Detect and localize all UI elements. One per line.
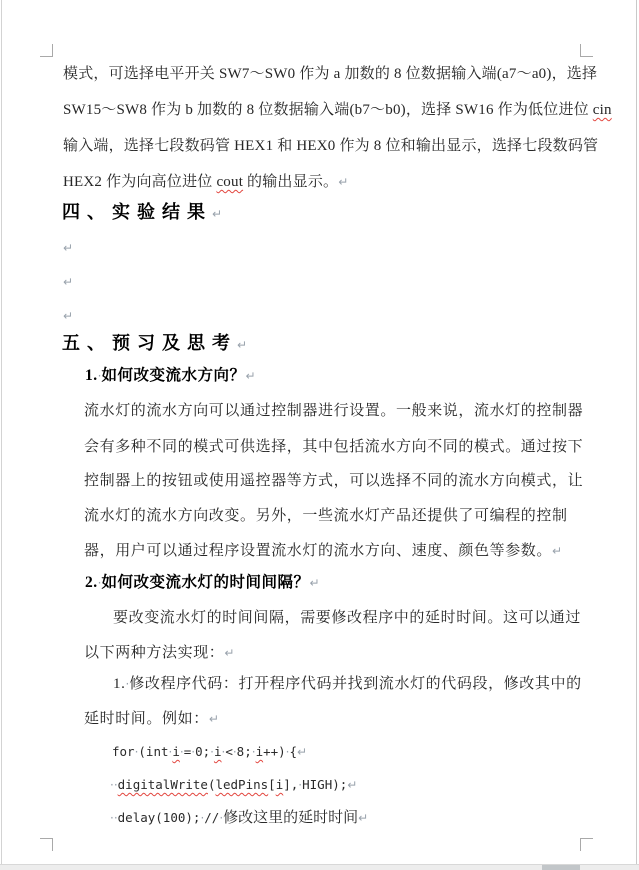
- paragraph-format-mark: ·: [168, 745, 173, 759]
- text-segment: ledPins: [215, 777, 269, 792]
- text-line-23: [110, 808, 368, 828]
- text-line-1: [63, 64, 597, 84]
- text-line-20: [84, 709, 219, 729]
- page-edge-left: [1, 0, 2, 864]
- text-segment: {: [289, 744, 298, 759]
- text-line-4: [63, 172, 348, 192]
- text-line-13: [84, 471, 583, 491]
- paragraph-format-mark: ↵: [224, 646, 235, 660]
- text-line-15: [84, 541, 562, 561]
- text-line-8: [63, 306, 73, 326]
- text-segment: 五、预习及思考: [62, 333, 237, 353]
- paragraph-format-mark: ↵: [309, 576, 320, 590]
- text-line-5: [62, 202, 222, 224]
- paragraph-format-mark: ·: [191, 745, 196, 759]
- paragraph-format-mark: ·: [232, 745, 237, 759]
- paragraph-format-mark: ·: [219, 811, 224, 825]
- paragraph-format-mark: ↵: [297, 745, 308, 759]
- text-segment: 0;: [195, 744, 211, 759]
- text-segment: digitalWrite: [117, 777, 208, 792]
- paragraph-format-mark: ·: [298, 778, 303, 792]
- paragraph-format-mark: ↵: [63, 241, 74, 255]
- paragraph-format-mark: ·: [210, 745, 214, 759]
- scrollbar-thumb[interactable]: [542, 865, 580, 870]
- text-segment: 如何改变流水灯的时间间隔？: [101, 574, 310, 591]
- paragraph-format-mark: ··: [110, 811, 118, 825]
- text-segment: for: [112, 744, 135, 759]
- window-bottom-strip: [0, 864, 639, 870]
- paragraph-format-mark: ··: [110, 778, 118, 792]
- text-segment: 控制器上的按钮或使用遥控器等方式，可以选择不同的流水方向模式，让: [84, 473, 584, 489]
- text-segment: i: [172, 744, 180, 759]
- text-segment: 四、实验结果: [62, 202, 212, 222]
- text-line-7: [63, 272, 73, 292]
- paragraph-format-mark: ·: [251, 745, 256, 759]
- text-segment: HEX2 作为向高位进位: [63, 174, 217, 190]
- margin-crop-mark-top-right-icon: [580, 44, 593, 57]
- text-segment: 2.: [85, 574, 98, 591]
- paragraph-format-mark: ·: [179, 745, 184, 759]
- margin-crop-mark-bottom-right-icon: [580, 838, 593, 851]
- text-line-17: [113, 608, 581, 628]
- paragraph-format-mark: ↵: [552, 544, 563, 558]
- paragraph-format-mark: ↵: [245, 369, 256, 383]
- text-line-22: [110, 775, 357, 795]
- paragraph-format-mark: ↵: [347, 778, 358, 792]
- text-segment: i: [255, 744, 264, 759]
- paragraph-format-mark: ↵: [358, 811, 369, 825]
- text-segment: //: [204, 810, 220, 825]
- text-segment: delay(100);: [117, 810, 201, 825]
- paragraph-format-mark: ·: [134, 745, 139, 759]
- text-line-11: [84, 401, 583, 421]
- text-segment: 模式，可选择电平开关 SW7～SW0 作为 a 加数的 8 位数据输入端(a7～a0)，选择: [63, 66, 598, 82]
- text-line-12: [84, 437, 583, 457]
- text-segment: 如何改变流水方向？: [101, 367, 246, 384]
- text-segment: 会有多种不同的模式可供选择，其中包括流水方向不同的模式。通过按下: [84, 439, 584, 455]
- text-line-10: [85, 366, 256, 386]
- text-segment: (: [207, 777, 216, 792]
- paragraph-format-mark: ·: [97, 576, 102, 590]
- text-segment: SW15～SW8 作为 b 加数的 8 位数据输入端(b7～b0)，选择 SW16 作为低位进位: [63, 102, 593, 118]
- text-segment: 延时时间。例如：: [84, 711, 209, 727]
- text-segment: i: [213, 744, 222, 759]
- paragraph-format-mark: ·: [285, 745, 290, 759]
- text-segment: 8;: [236, 744, 252, 759]
- text-segment: 修改程序代码：打开程序代码并找到流水灯的代码段，修改其中的: [129, 676, 582, 692]
- text-segment: i: [275, 777, 284, 792]
- text-segment: 的输出显示。: [243, 174, 339, 190]
- text-line-18: [84, 643, 234, 663]
- paragraph-format-mark: ↵: [212, 207, 223, 221]
- text-segment: 要改变流水灯的时间间隔，需要修改程序中的延时时间。这可以通过: [113, 610, 582, 626]
- text-line-3: [63, 136, 598, 156]
- page-edge-right: [636, 0, 637, 864]
- text-segment: ++): [263, 744, 286, 759]
- text-segment: 器，用户可以通过程序设置流水灯的流水方向、速度、颜色等参数。: [84, 543, 553, 559]
- text-segment: 流水灯的流水方向改变。另外，一些流水灯产品还提供了可编程的控制: [84, 508, 568, 524]
- text-segment: 1.: [85, 367, 98, 384]
- text-segment: ],: [283, 777, 299, 792]
- text-segment: <: [225, 744, 233, 759]
- paragraph-format-mark: ↵: [237, 338, 248, 352]
- text-segment: 1.: [113, 676, 126, 692]
- text-segment: 修改这里的延时时间: [223, 810, 359, 826]
- paragraph-format-mark: ↵: [338, 175, 349, 189]
- text-line-2: [63, 100, 612, 120]
- margin-crop-mark-bottom-left-icon: [40, 838, 53, 851]
- paragraph-format-mark: ·: [125, 677, 130, 691]
- text-segment: 以下两种方法实现：: [84, 645, 225, 661]
- text-line-14: [84, 506, 568, 526]
- text-segment: cin: [592, 102, 612, 118]
- text-line-16: [85, 573, 320, 593]
- text-segment: HIGH);: [302, 777, 348, 792]
- paragraph-format-mark: ·: [221, 745, 226, 759]
- text-line-19: [113, 674, 582, 694]
- text-segment: =: [183, 744, 192, 759]
- margin-crop-mark-top-left-icon: [40, 44, 53, 57]
- text-segment: 流水灯的流水方向可以通过控制器进行设置。一般来说，流水灯的控制器: [84, 403, 584, 419]
- text-line-9: [62, 333, 247, 355]
- text-line-21: [112, 742, 307, 762]
- text-segment: 输入端，选择七段数码管 HEX1 和 HEX0 作为 8 位和输出显示，选择七段数码管: [63, 138, 599, 154]
- paragraph-format-mark: ↵: [63, 275, 74, 289]
- paragraph-format-mark: ·: [97, 369, 102, 383]
- paragraph-format-mark: ·: [200, 811, 205, 825]
- text-segment: [: [268, 777, 276, 792]
- text-line-6: [63, 238, 73, 258]
- text-segment: (int: [138, 744, 169, 759]
- paragraph-format-mark: ↵: [208, 712, 219, 726]
- paragraph-format-mark: ↵: [63, 309, 74, 323]
- text-segment: cout: [216, 174, 244, 190]
